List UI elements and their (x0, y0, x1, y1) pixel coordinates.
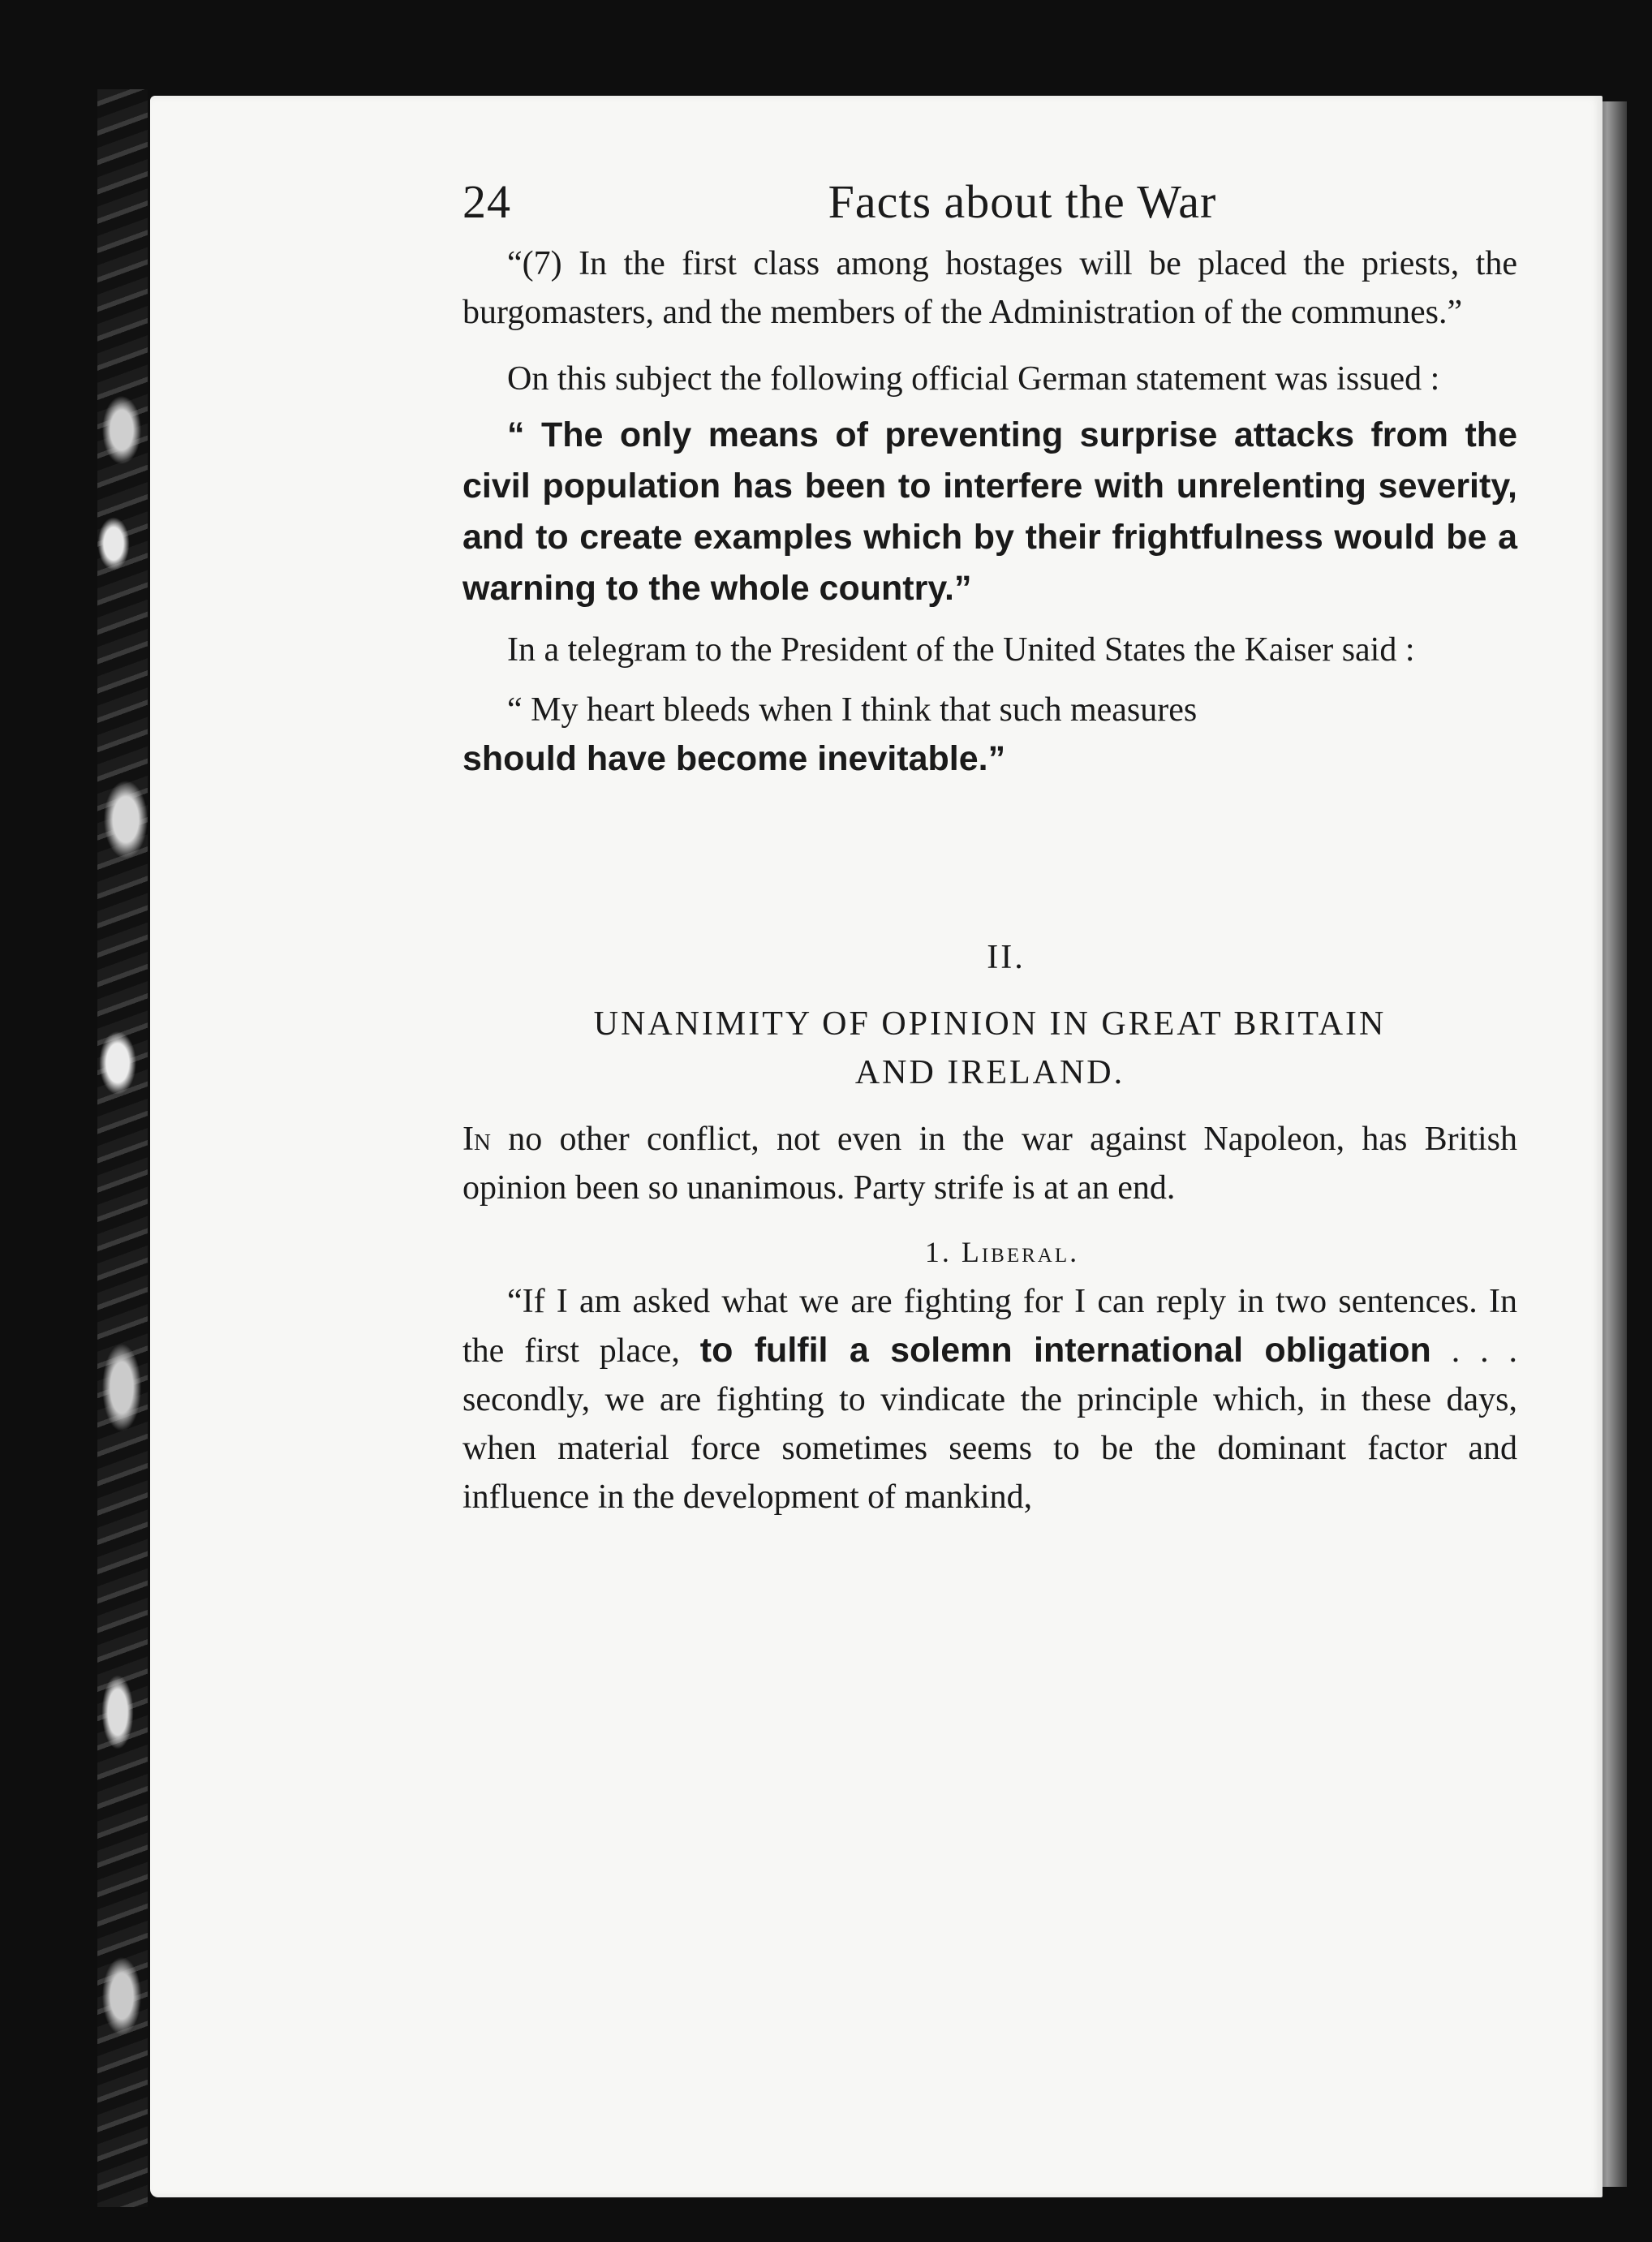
kaiser-quote-bold: should have become inevitable.” (462, 739, 1006, 778)
liberal-quote-part-1: “If I am asked what we are fighting for I can reply in two sentences. In the first place, (462, 1283, 1517, 1370)
intro-rest: no other conflict, not even in the war against Napoleon, has British opinion been so unanimous. Party strife is at an end. (462, 1121, 1517, 1207)
german-statement-quote: “ The only means of preventing surprise attacks from the civil population has been to interfere with unrelenting severity, and to create examples which by their frightfulness would be a warning to the whole country.” (462, 415, 1517, 608)
running-title: Facts about the War (828, 175, 1217, 228)
section-title-line-2: AND IRELAND. (854, 1054, 1125, 1091)
liberal-quote-bold: to fulfil a solemn international obligation (699, 1331, 1431, 1370)
section-title (462, 1000, 1517, 1097)
section-title-line-1: UNANIMITY OF OPINION IN GREAT BRITAIN (593, 1005, 1387, 1043)
hostage-rule-paragraph: “(7) In the first class among hostages will be placed the priests, the burgomasters, and the members of the Administration of the communes.” (462, 245, 1517, 331)
liberal-quote-part-2: . . . secondly, we are fighting to vindicate the principle which, in these days, when material force sometimes seems to be the dominant factor and influence in the development of mankind, (462, 1332, 1518, 1516)
kaiser-quote-plain: “ My heart bleeds when I think that such measures (507, 691, 1198, 729)
section-number: II. (987, 939, 1026, 976)
intro-dropcap-word: In (462, 1121, 491, 1158)
page-number: 24 (462, 175, 511, 228)
running-head (462, 174, 1517, 239)
marbled-binding-edge (97, 89, 148, 2207)
statement-intro-paragraph: On this subject the following official German statement was issued : (507, 360, 1440, 398)
liberal-quote-paragraph (462, 1277, 1517, 1521)
page-content (462, 174, 1517, 1521)
telegram-intro-paragraph: In a telegram to the President of the United States the Kaiser said : (507, 631, 1415, 669)
kaiser-quote-paragraph (462, 686, 1517, 784)
subsection-heading: 1. Liberal. (924, 1236, 1080, 1268)
unanimity-intro-paragraph (462, 1115, 1517, 1212)
